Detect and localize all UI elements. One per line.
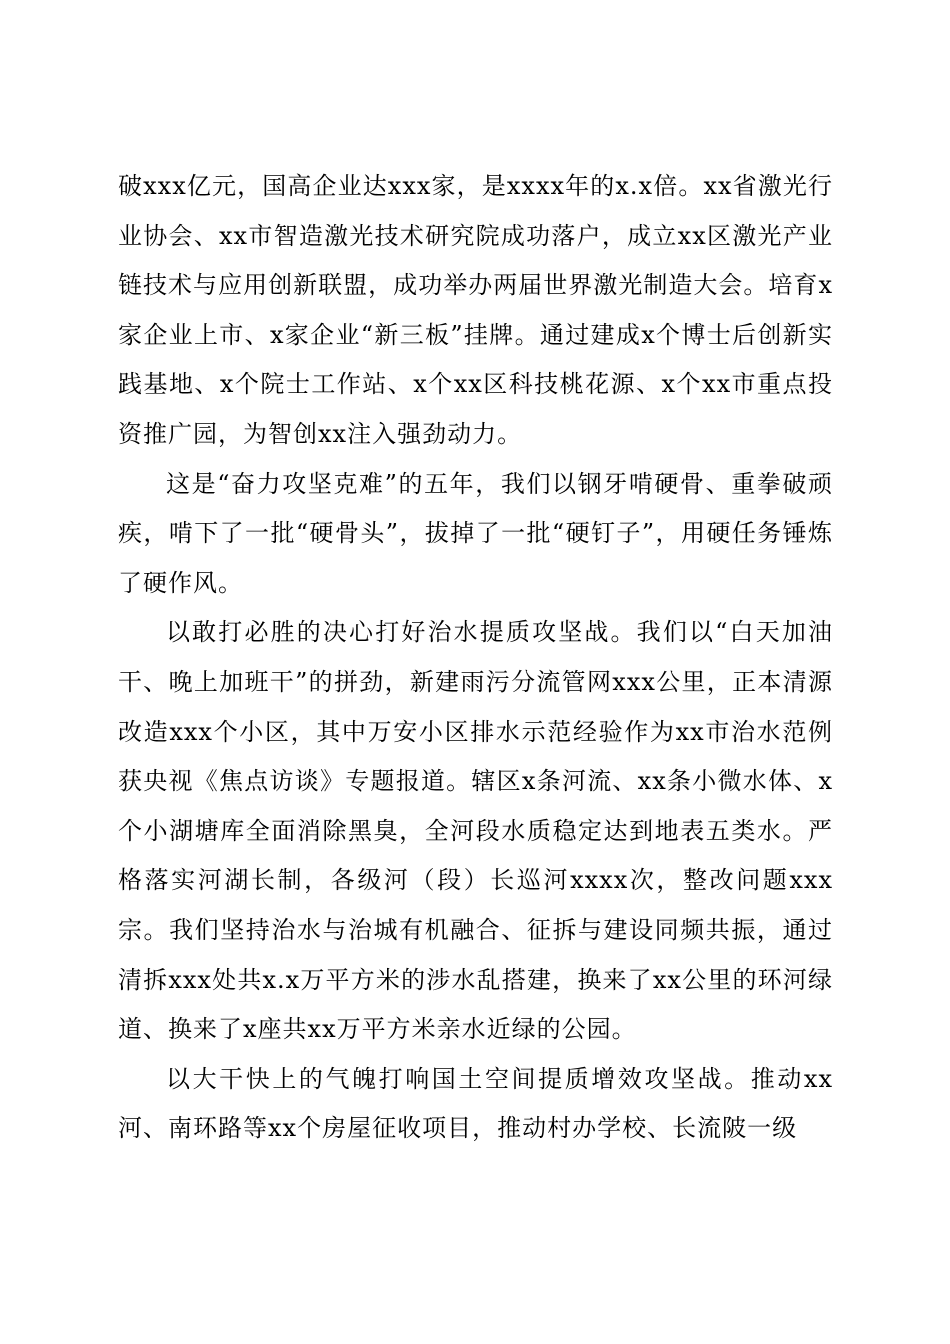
paragraph: 破xxx亿元，国高企业达xxx家，是xxxx年的x.x倍。xx省激光行业协会、xx市智造激光技术研究院成功落户，成立xx区激光产业链技术与应用创新联盟，成功举办两届世界激光制造大会。培育x家企业上市、x家企业“新三板”挂牌。通过建成x个博士后创新实践基地、x个院士工作站、x个xx区科技桃花源、x个xx市重点投资推广园，为智创xx注入强劲动力。 [118, 172, 833, 448]
body-text [118, 162, 833, 1154]
paragraph: 这是“奋力攻坚克难”的五年，我们以钢牙啃硬骨、重拳破顽疾，啃下了一批“硬骨头”，拔掉了一批“硬钉子”，用硬任务锤炼了硬作风。 [118, 469, 833, 597]
paragraph: 以大干快上的气魄打响国土空间提质增效攻坚战。推动xx河、南环路等xx个房屋征收项目，推动村办学校、长流陂一级 [118, 1064, 833, 1143]
paragraph: 以敢打必胜的决心打好治水提质攻坚战。我们以“白天加油干、晚上加班干”的拼劲，新建雨污分流管网xxx公里，正本清源改造xxx个小区，其中万安小区排水示范经验作为xx市治水范例获央视《焦点访谈》专题报道。辖区x条河流、xx条小微水体、x个小湖塘库全面消除黑臭，全河段水质稳定达到地表五类水。严格落实河湖长制，各级河（段）长巡河xxxx次，整改问题xxx宗。我们坚持治水与治城有机融合、征拆与建设同频共振，通过清拆xxx处共x.x万平方米的涉水乱搭建，换来了xx公里的环河绿道、换来了x座共xx万平方米亲水近绿的公园。 [118, 618, 833, 1044]
